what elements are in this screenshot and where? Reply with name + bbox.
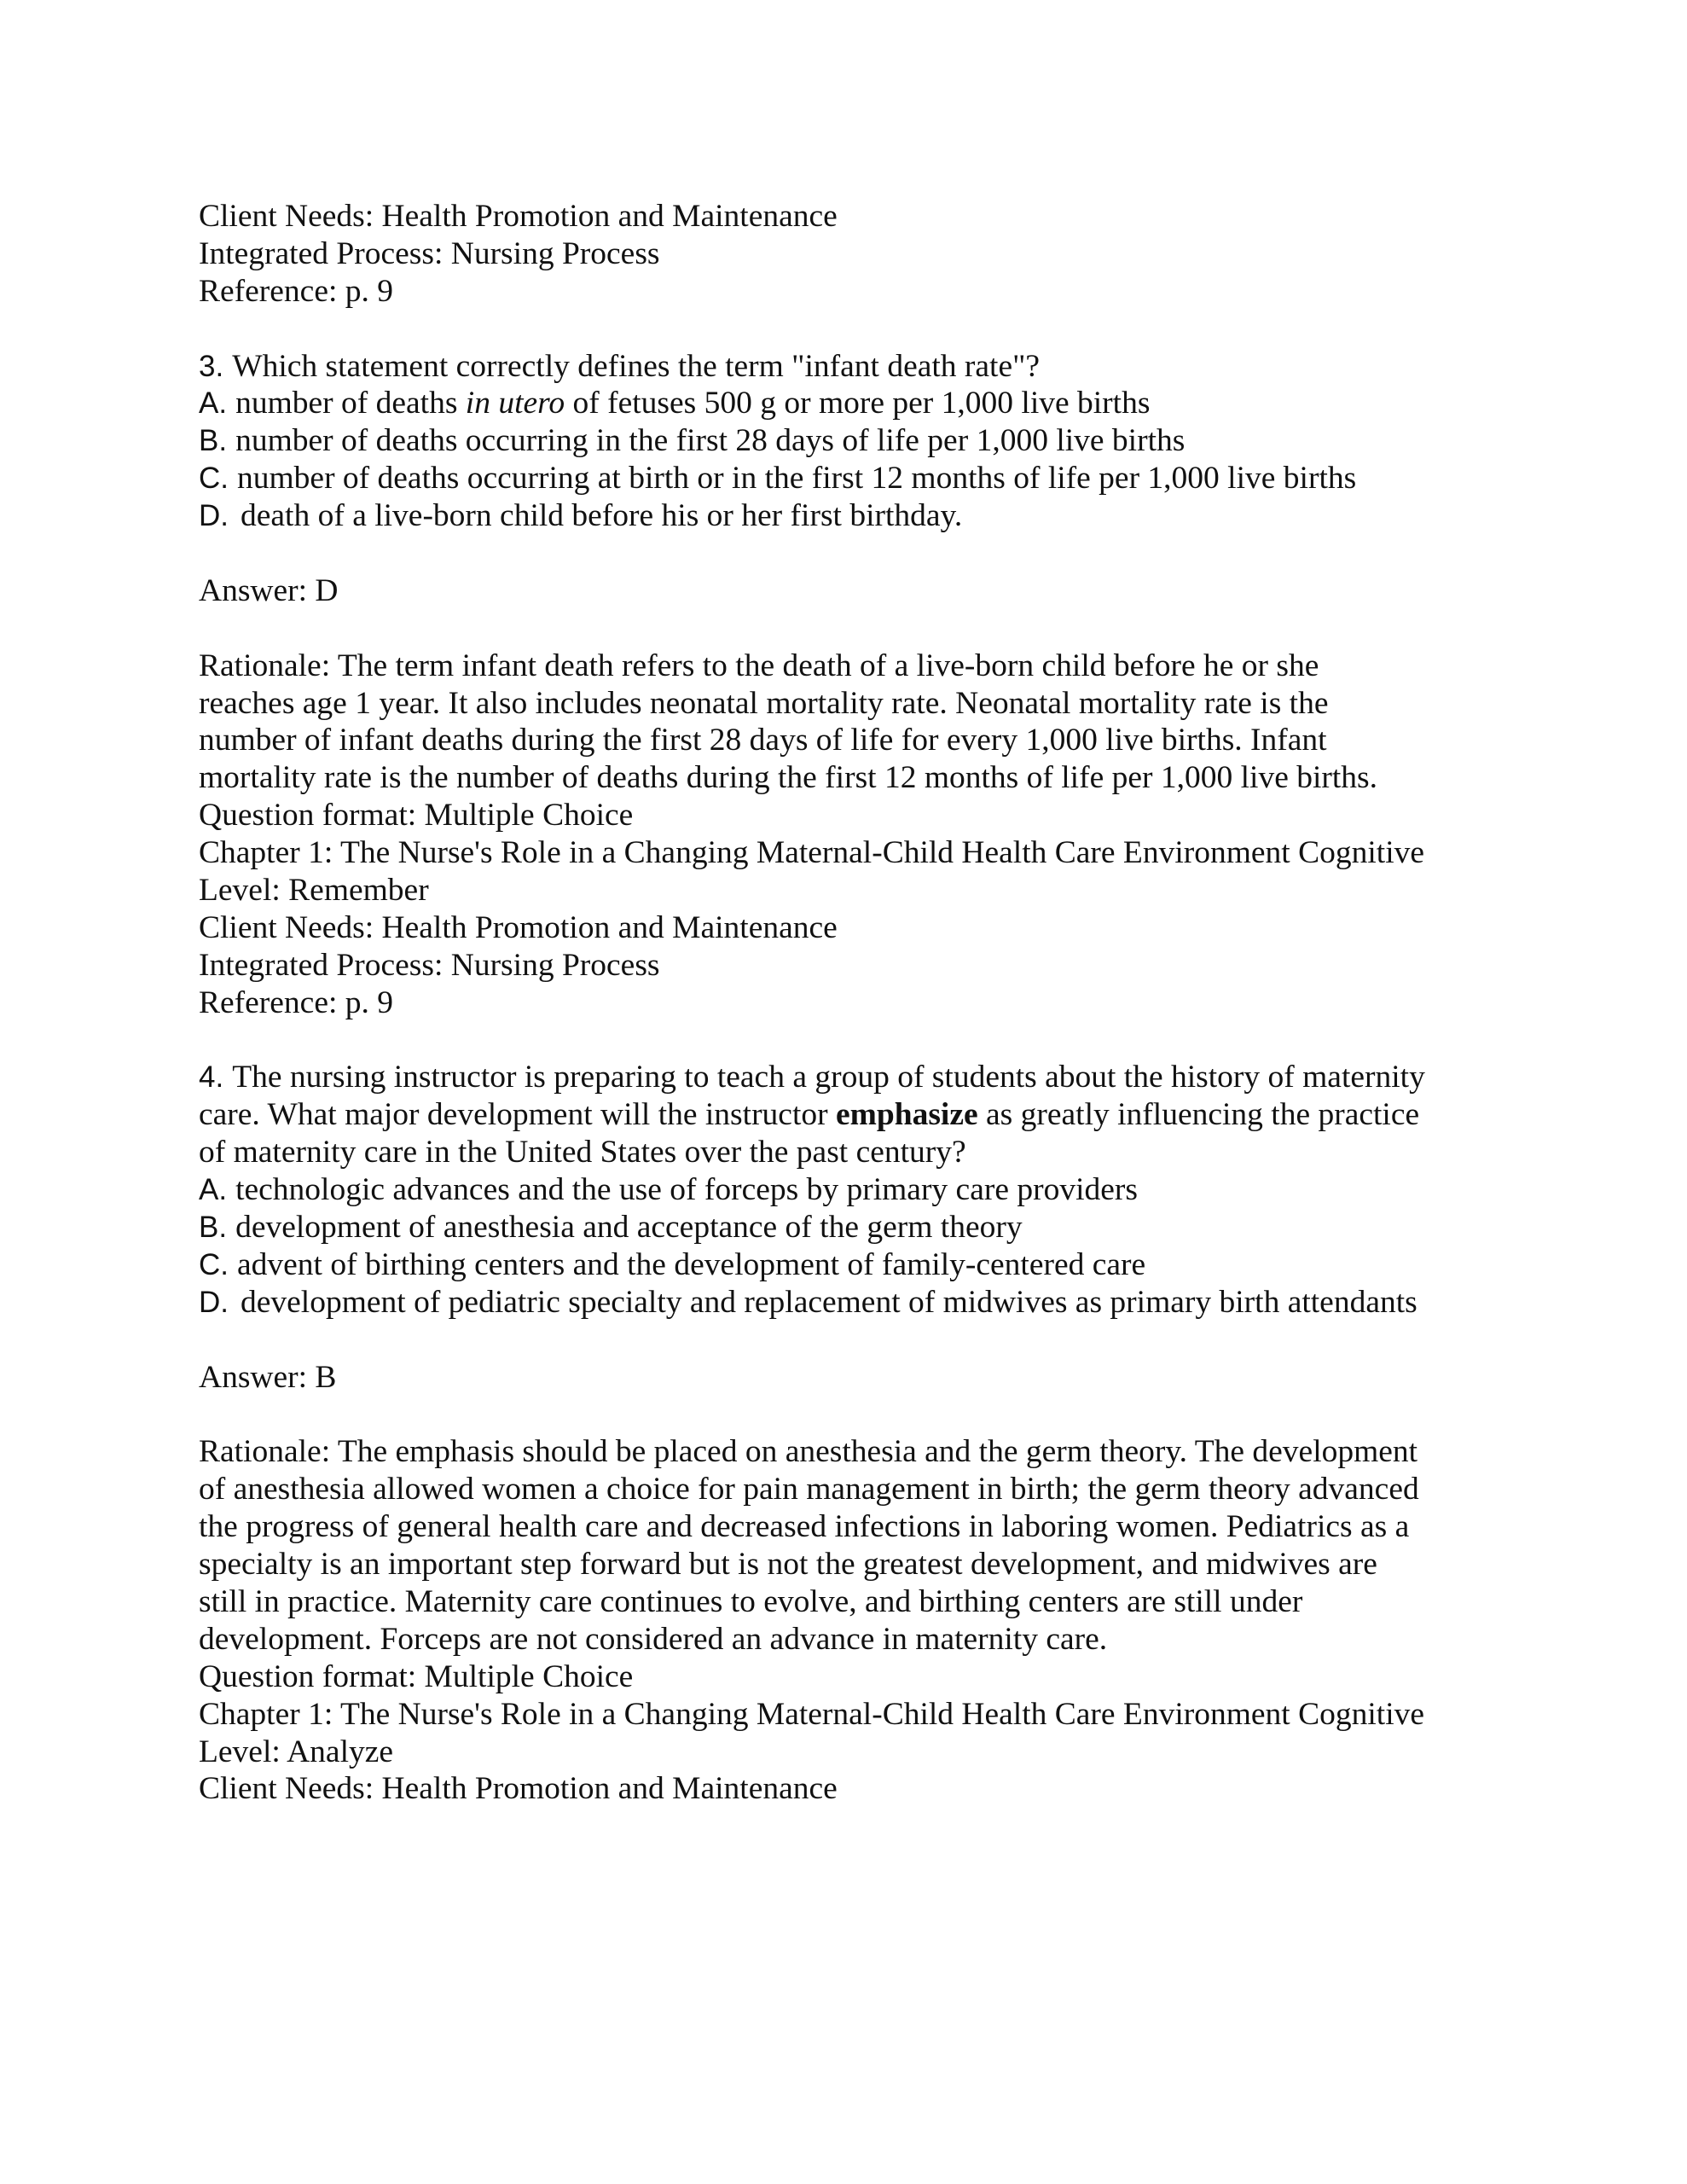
question-stem-line — [199, 348, 1529, 386]
text-run: The nursing instructor is preparing to teach a group of students about the history of maternity — [232, 1060, 1425, 1095]
rationale-line: still in practice. Maternity care continues to evolve, and birthing centers are still under — [199, 1583, 1303, 1619]
text-run: of fetuses 500 g or more per 1,000 live births — [565, 386, 1151, 421]
option-letter: D. — [199, 1285, 229, 1319]
italic-text: in utero — [465, 386, 565, 421]
answer-option-b — [199, 1209, 1529, 1246]
blank-line — [199, 610, 1529, 648]
blank-line — [199, 1397, 1529, 1434]
rationale-line: reaches age 1 year. It also includes neonatal mortality rate. Neonatal mortality rate is the — [199, 685, 1329, 721]
text-run: of maternity care in the United States over the past century? — [199, 1135, 966, 1170]
question-stem-line — [199, 1059, 1529, 1096]
question-block — [199, 348, 1529, 1060]
option-letter: B. — [199, 1211, 228, 1245]
question-metadata-line: Client Needs: Health Promotion and Maintenance — [199, 1771, 838, 1807]
rationale-line: of anesthesia allowed women a choice for pain management in birth; the germ theory advanced — [199, 1472, 1419, 1507]
answer-key: Answer: D — [199, 572, 339, 608]
rationale-line: Rationale: The emphasis should be placed on anesthesia and the germ theory. The development — [199, 1434, 1418, 1470]
text-run: care. What major development will the instructor — [199, 1097, 836, 1133]
option-letter: A. — [199, 1173, 228, 1207]
text-run: death of a live-born child before his or her first birthday. — [241, 498, 963, 534]
question-metadata-line: Chapter 1: The Nurse's Role in a Changing Maternal-Child Health Care Environment Cognitive — [199, 835, 1425, 871]
option-letter: B. — [199, 424, 228, 458]
question-metadata-line: Question format: Multiple Choice — [199, 1658, 634, 1694]
rationale-line: the progress of general health care and decreased infections in laboring women. Pediatrics as a — [199, 1509, 1410, 1545]
question-metadata-line: Question format: Multiple Choice — [199, 798, 634, 834]
answer-key: Answer: B — [199, 1359, 337, 1395]
answer-option-b — [199, 422, 1529, 460]
question-stem-line — [199, 1096, 1529, 1134]
option-letter: D. — [199, 499, 229, 533]
question-metadata-line: Chapter 1: The Nurse's Role in a Changing Maternal-Child Health Care Environment Cognitive — [199, 1696, 1425, 1732]
text-run: technologic advances and the use of forceps by primary care providers — [235, 1172, 1138, 1208]
option-letter: C. — [199, 462, 229, 496]
question-number: 3. — [199, 349, 224, 383]
rationale-line: Rationale: The term infant death refers to the death of a live-born child before he or she — [199, 648, 1319, 683]
rationale-line: development. Forceps are not considered an advance in maternity care. — [199, 1621, 1108, 1657]
text-run: development of pediatric specialty and replacement of midwives as primary birth attendants — [241, 1284, 1417, 1320]
text-run: as greatly influencing the practice — [977, 1097, 1420, 1133]
question-metadata-line: Reference: p. 9 — [199, 985, 394, 1020]
option-letter: C. — [199, 1247, 229, 1281]
answer-option-d — [199, 497, 1529, 535]
reference-line: Reference: p. 9 — [199, 273, 394, 309]
question-metadata-line: Level: Analyze — [199, 1734, 394, 1769]
option-letter: A. — [199, 386, 228, 421]
answer-option-c — [199, 1246, 1529, 1284]
question-number: 4. — [199, 1060, 224, 1095]
question-metadata-line: Client Needs: Health Promotion and Maintenance — [199, 909, 838, 945]
blank-line — [199, 535, 1529, 572]
rationale-line: mortality rate is the number of deaths during the first 12 months of life per 1,000 live births. — [199, 760, 1378, 796]
previous-question-metadata — [199, 198, 1529, 311]
integrated-process-line: Integrated Process: Nursing Process — [199, 235, 660, 271]
document-page — [199, 198, 1529, 1808]
question-stem-line — [199, 1134, 1529, 1171]
text-run: development of anesthesia and acceptance of the germ theory — [235, 1210, 1023, 1246]
answer-option-a — [199, 1171, 1529, 1209]
question-metadata-line: Level: Remember — [199, 873, 429, 909]
blank-line — [199, 311, 1529, 348]
rationale-line: specialty is an important step forward but is not the greatest development, and midwives are — [199, 1547, 1377, 1583]
text-run: number of deaths occurring at birth or in the first 12 months of life per 1,000 live births — [237, 461, 1357, 497]
answer-option-d — [199, 1284, 1529, 1321]
blank-line — [199, 1022, 1529, 1060]
question-block — [199, 1059, 1529, 1808]
bold-text: emphasize — [835, 1097, 978, 1133]
questions-list — [199, 348, 1529, 1809]
answer-option-a — [199, 385, 1529, 422]
rationale-line: number of infant deaths during the first 28 days of life for every 1,000 live births. Infant — [199, 723, 1327, 758]
client-needs-line: Client Needs: Health Promotion and Maintenance — [199, 199, 838, 234]
blank-line — [199, 1321, 1529, 1359]
text-run: advent of birthing centers and the development of family-centered care — [237, 1246, 1146, 1282]
answer-option-c — [199, 460, 1529, 497]
text-run: number of deaths occurring in the first 28 days of life per 1,000 live births — [235, 423, 1186, 459]
text-run: Which statement correctly defines the term "infant death rate"? — [232, 348, 1041, 384]
text-run: number of deaths — [235, 386, 466, 421]
question-metadata-line: Integrated Process: Nursing Process — [199, 947, 660, 983]
